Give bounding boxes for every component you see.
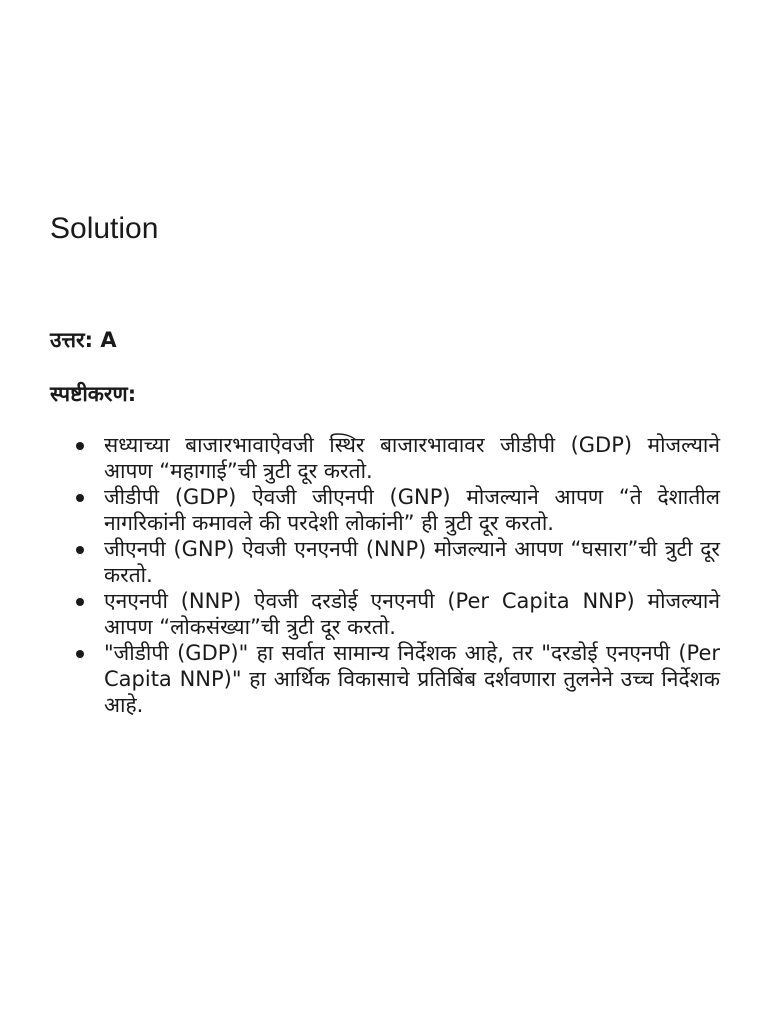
bullet-icon [76,442,84,450]
explanation-point [104,588,720,640]
bullet-icon [76,546,84,554]
explanation-point-text: जीडीपी (GDP) ऐवजी जीएनपी (GNP) मोजल्याने आपण “ते देशातील नागरिकांनी कमावले की परदेशी लोकांनी” ही त्रुटी दूर करतो. [104,485,720,535]
explanation-point-text: "जीडीपी (GDP)" हा सर्वात सामान्य निर्देशक आहे, तर "दरडोई एनएनपी (Per Capita NNP)" हा आर्थिक विकासाचे प्रतिबिंब दर्शवणारा तुलनेने उच्च निर्देशक आहे. [104,641,720,717]
explanation-point [104,432,720,484]
bullet-icon [76,598,84,606]
explanation-point-text: सध्याच्या बाजारभावाऐवजी स्थिर बाजारभावावर जीडीपी (GDP) मोजल्याने आपण “महागाई”ची त्रुटी दूर करतो. [104,433,720,483]
explanation-point-text: जीएनपी (GNP) ऐवजी एनएनपी (NNP) मोजल्याने आपण “घसारा”ची त्रुटी दूर करतो. [104,537,720,587]
answer-line: उत्तर: A [50,328,117,352]
explanation-point [104,640,720,718]
explanation-point-text: एनएनपी (NNP) ऐवजी दरडोई एनएनपी (Per Capita NNP) मोजल्याने आपण “लोकसंख्या”ची त्रुटी दूर करतो. [104,589,720,639]
explanation-point [104,484,720,536]
bullet-icon [76,650,84,658]
explanation-heading: स्पष्टीकरण: [50,382,137,406]
solution-title: Solution [50,212,159,245]
bullet-icon [76,494,84,502]
explanation-point [104,536,720,588]
explanation-list [50,432,720,718]
